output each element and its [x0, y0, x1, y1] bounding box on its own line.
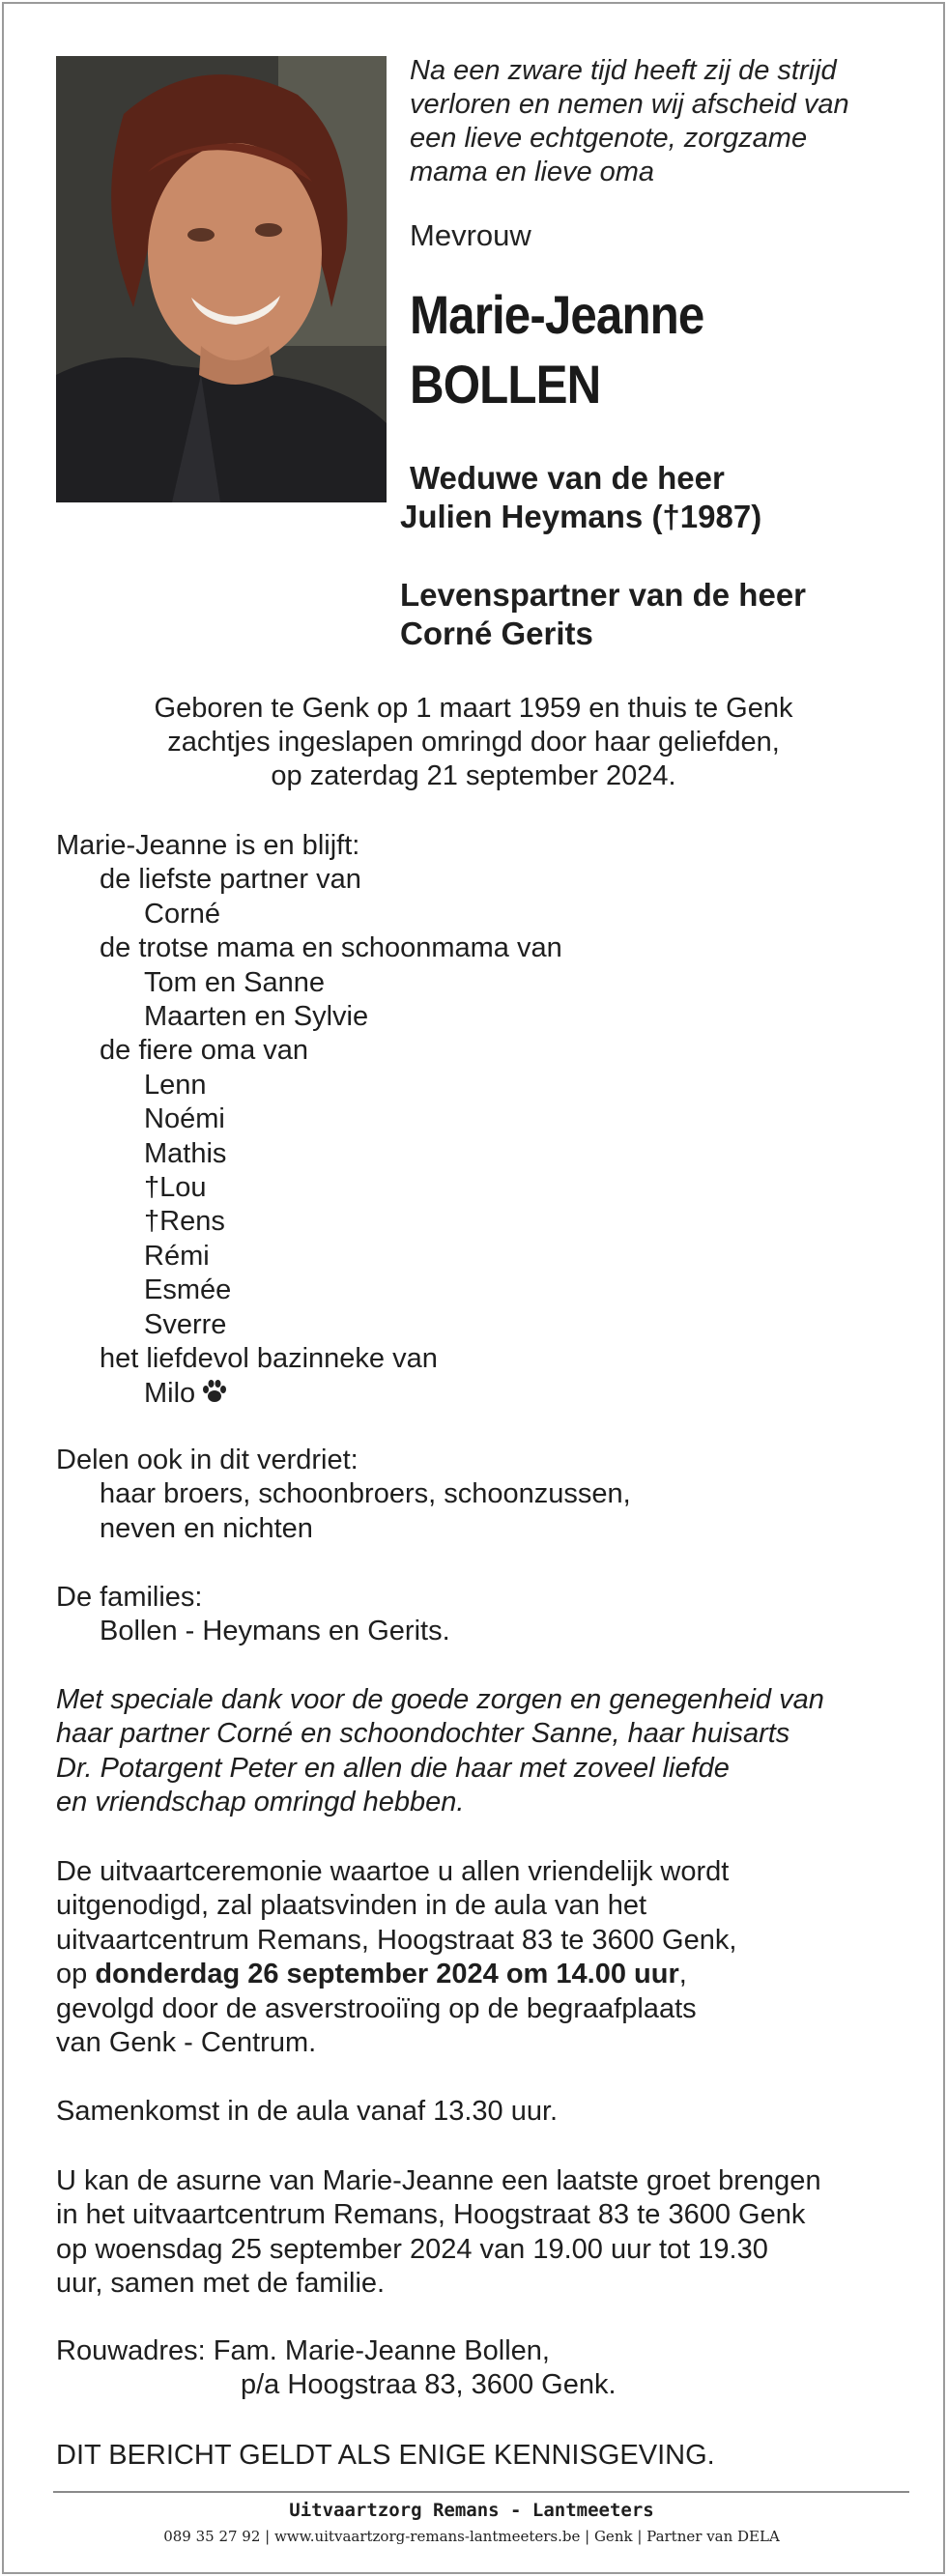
salutation: Mevrouw: [410, 218, 531, 252]
urn-line: U kan de asurne van Marie-Jeanne een laatste groet brengen: [56, 2165, 821, 2196]
notice-text: DIT BERICHT GELDT ALS ENIGE KENNISGEVING.: [56, 2440, 715, 2471]
widow-line: Julien Heymans (†1987): [400, 499, 762, 534]
pet-line: [56, 1377, 906, 1413]
grandchild-name: †Lou: [144, 1172, 207, 1204]
thanks-line: en vriendschap omringd hebben.: [56, 1787, 465, 1818]
funeral-home-contact: 089 35 27 92 | www.uitvaartzorg-remans-lantmeeters.be | Genk | Partner van DELA: [163, 2528, 780, 2545]
born-line: zachtjes ingeslapen omringd door haar geliefden,: [167, 727, 780, 758]
first-name: Marie-Jeanne: [410, 284, 704, 345]
grandchild-name: Esmée: [144, 1274, 232, 1306]
widow-of: [400, 459, 761, 536]
last-name: BOLLEN: [410, 354, 601, 415]
paw-icon: [201, 1379, 228, 1413]
deceased-name: [410, 280, 852, 419]
families-heading: De families:: [56, 1582, 203, 1613]
relation-line: de trotse mama en schoonmama van: [100, 932, 562, 964]
grandchild-name: Lenn: [144, 1069, 207, 1101]
grandchild-name: Rémi: [144, 1240, 210, 1272]
share-grief: [56, 1444, 906, 1546]
ceremony-line: De uitvaartceremonie waartoe u allen vriendelijk wordt: [56, 1856, 730, 1887]
share-heading: Delen ook in dit verdriet:: [56, 1445, 359, 1475]
born-line: Geboren te Genk op 1 maart 1959 en thuis te Genk: [154, 693, 793, 724]
funeral-home-name: Uitvaartzorg Remans - Lantmeeters: [289, 2500, 654, 2521]
footer-divider: [53, 2491, 909, 2493]
thanks-text: [56, 1683, 906, 1820]
portrait-photo: [56, 56, 387, 502]
share-line: haar broers, schoonbroers, schoonzussen,: [100, 1478, 631, 1510]
urn-visit-info: [56, 2164, 906, 2302]
intro-text: [410, 54, 893, 189]
pet-name: Milo: [144, 1377, 196, 1409]
families: [56, 1581, 906, 1649]
ceremony-prefix: op: [56, 1959, 96, 1990]
relative-name: Tom en Sanne: [144, 966, 326, 998]
thanks-line: Dr. Potargent Peter en allen die haar met zoveel liefde: [56, 1752, 730, 1784]
share-line: neven en nichten: [100, 1512, 313, 1544]
ceremony-datetime: donderdag 26 september 2024 om 14.00 uur: [95, 1959, 679, 1990]
relation-line: de liefste partner van: [100, 864, 361, 896]
relatives-list: [56, 829, 906, 1413]
born-line: op zaterdag 21 september 2024.: [271, 760, 676, 791]
relation-line: het liefdevol bazinneke van: [100, 1343, 438, 1375]
partner-line: Levenspartner van de heer: [400, 577, 807, 613]
thanks-line: Met speciale dank voor de goede zorgen en genegenheid van: [56, 1684, 824, 1715]
intro-line: Na een zware tijd heeft zij de strijd: [410, 55, 837, 86]
life-partner: [400, 576, 806, 653]
relative-name: Corné: [144, 898, 220, 930]
intro-line: verloren en nemen wij afscheid van: [410, 89, 849, 120]
birth-death-text: [58, 692, 889, 793]
meeting-info: Samenkomst in de aula vanaf 13.30 uur.: [56, 2096, 559, 2127]
partner-line: Corné Gerits: [400, 615, 593, 651]
grandchild-name: Sverre: [144, 1308, 227, 1340]
ceremony-line: van Genk - Centrum.: [56, 2027, 317, 2059]
ceremony-suffix: ,: [678, 1959, 687, 1990]
ceremony-line: gevolgd door de asverstrooiïng op de begraafplaats: [56, 1992, 697, 2024]
widow-line: Weduwe van de heer: [410, 460, 725, 496]
relation-line: de fiere oma van: [100, 1035, 309, 1067]
families-line: Bollen - Heymans en Gerits.: [100, 1616, 450, 1647]
urn-line: op woensdag 25 september 2024 van 19.00 uur tot 19.30: [56, 2233, 768, 2265]
ceremony-line: uitvaartcentrum Remans, Hoogstraat 83 te 3600 Genk,: [56, 1924, 737, 1956]
address-line: p/a Hoogstraa 83, 3600 Genk.: [241, 2369, 617, 2401]
relative-name: Maarten en Sylvie: [144, 1001, 369, 1033]
grandchild-name: Noémi: [144, 1103, 225, 1135]
intro-line: mama en lieve oma: [410, 157, 655, 187]
urn-line: in het uitvaartcentrum Remans, Hoogstraat 83 te 3600 Genk: [56, 2199, 806, 2231]
intro-line: een lieve echtgenote, zorgzame: [410, 123, 808, 154]
address-line: Rouwadres: Fam. Marie-Jeanne Bollen,: [56, 2335, 550, 2366]
relatives-heading: Marie-Jeanne is en blijft:: [56, 830, 360, 861]
grandchild-name: Mathis: [144, 1137, 227, 1169]
urn-line: uur, samen met de familie.: [56, 2268, 386, 2300]
thanks-line: haar partner Corné en schoondochter Sanne, haar huisarts: [56, 1718, 790, 1750]
ceremony-info: [56, 1855, 906, 2060]
ceremony-line: uitgenodigd, zal plaatsvinden in de aula van het: [56, 1890, 647, 1922]
mourning-address: [56, 2334, 906, 2403]
ceremony-date-line: [56, 1958, 906, 1991]
grandchild-name: †Rens: [144, 1206, 225, 1238]
